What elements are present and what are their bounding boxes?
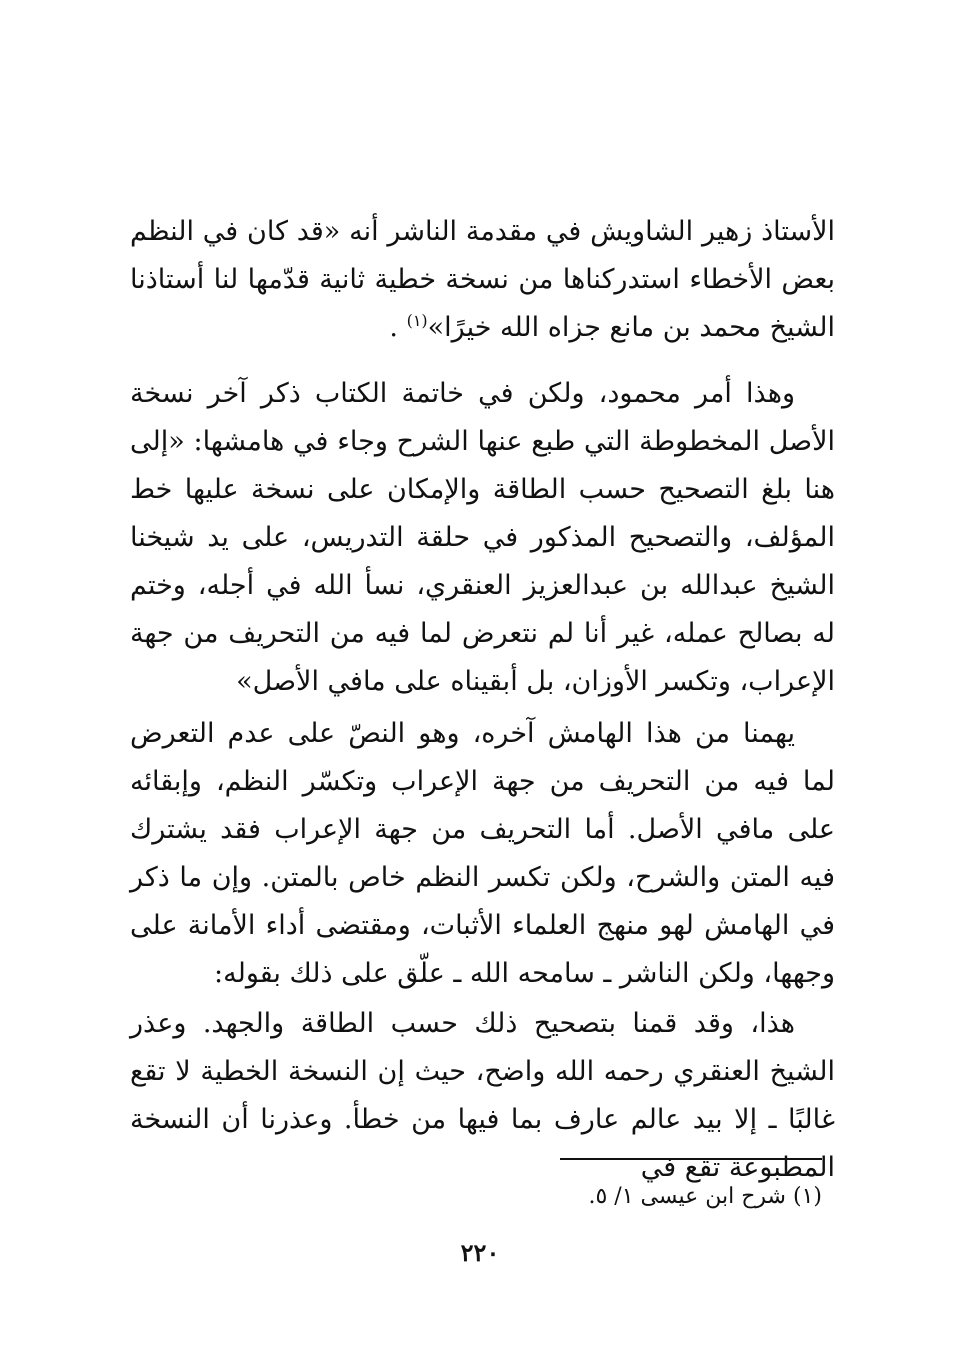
paragraph-1-text: الأستاذ زهير الشاويش في مقدمة الناشر أنه «قد كان في النظم بعض الأخطاء استدركناها من نسخة خطية ثانية قدّمها لنا أستاذنا الشيخ محمد بن مانع جزاه الله خيرًا» xyxy=(130,216,835,343)
footnote: (١) شرح ابن عيسى ١/ ٥. xyxy=(588,1184,822,1209)
paragraph-1-tail: . xyxy=(389,312,407,343)
footnote-divider xyxy=(560,1158,822,1160)
paragraph-4 xyxy=(130,1000,835,1192)
paragraph-3-text: يهمنا من هذا الهامش آخره، وهو النصّ على عدم التعرض لما فيه من التحريف من جهة الإعراب وتكسّر النظم، وإبقائه على مافي الأصل. أما التحريف من جهة الإعراب فقد يشترك فيه المتن والشرح، ولكن تكسر النظم خاص بالمتن. وإن ما ذكر في الهامش لهو منهج العلماء الأثبات، ومقتضى أداء الأمانة على وجهها، ولكن الناشر ـ سامحه الله ـ علّق على ذلك بقوله: xyxy=(130,718,835,989)
footnote-reference: (١) xyxy=(406,311,428,330)
paragraph-3 xyxy=(130,710,835,998)
paragraph-1 xyxy=(130,208,835,352)
paragraph-2 xyxy=(130,370,835,706)
paragraph-2-text: وهذا أمر محمود، ولكن في خاتمة الكتاب ذكر آخر نسخة الأصل المخطوطة التي طبع عنها الشرح وجاء في هامشها: «إلى هنا بلغ التصحيح حسب الطاقة والإمكان على نسخة عليها خط المؤلف، والتصحيح المذكور في حلقة التدريس، على يد شيخنا الشيخ عبدالله بن عبدالعزيز العنقري، نسأ الله في أجله، وختم له بصالح عمله، غير أنا لم نتعرض لما فيه من التحريف من جهة الإعراب، وتكسر الأوزان، بل أبقيناه على مافي الأصل» xyxy=(130,378,835,697)
page-number: ٢٢٠ xyxy=(460,1238,500,1267)
paragraph-4-text: هذا، وقد قمنا بتصحيح ذلك حسب الطاقة والجهد. وعذر الشيخ العنقري رحمه الله واضح، حيث إن النسخة الخطية لا تقع غالبًا ـ إلا بيد عالم عارف بما فيها من خطأ. وعذرنا أن النسخة المطبوعة تقع في xyxy=(130,1008,835,1183)
